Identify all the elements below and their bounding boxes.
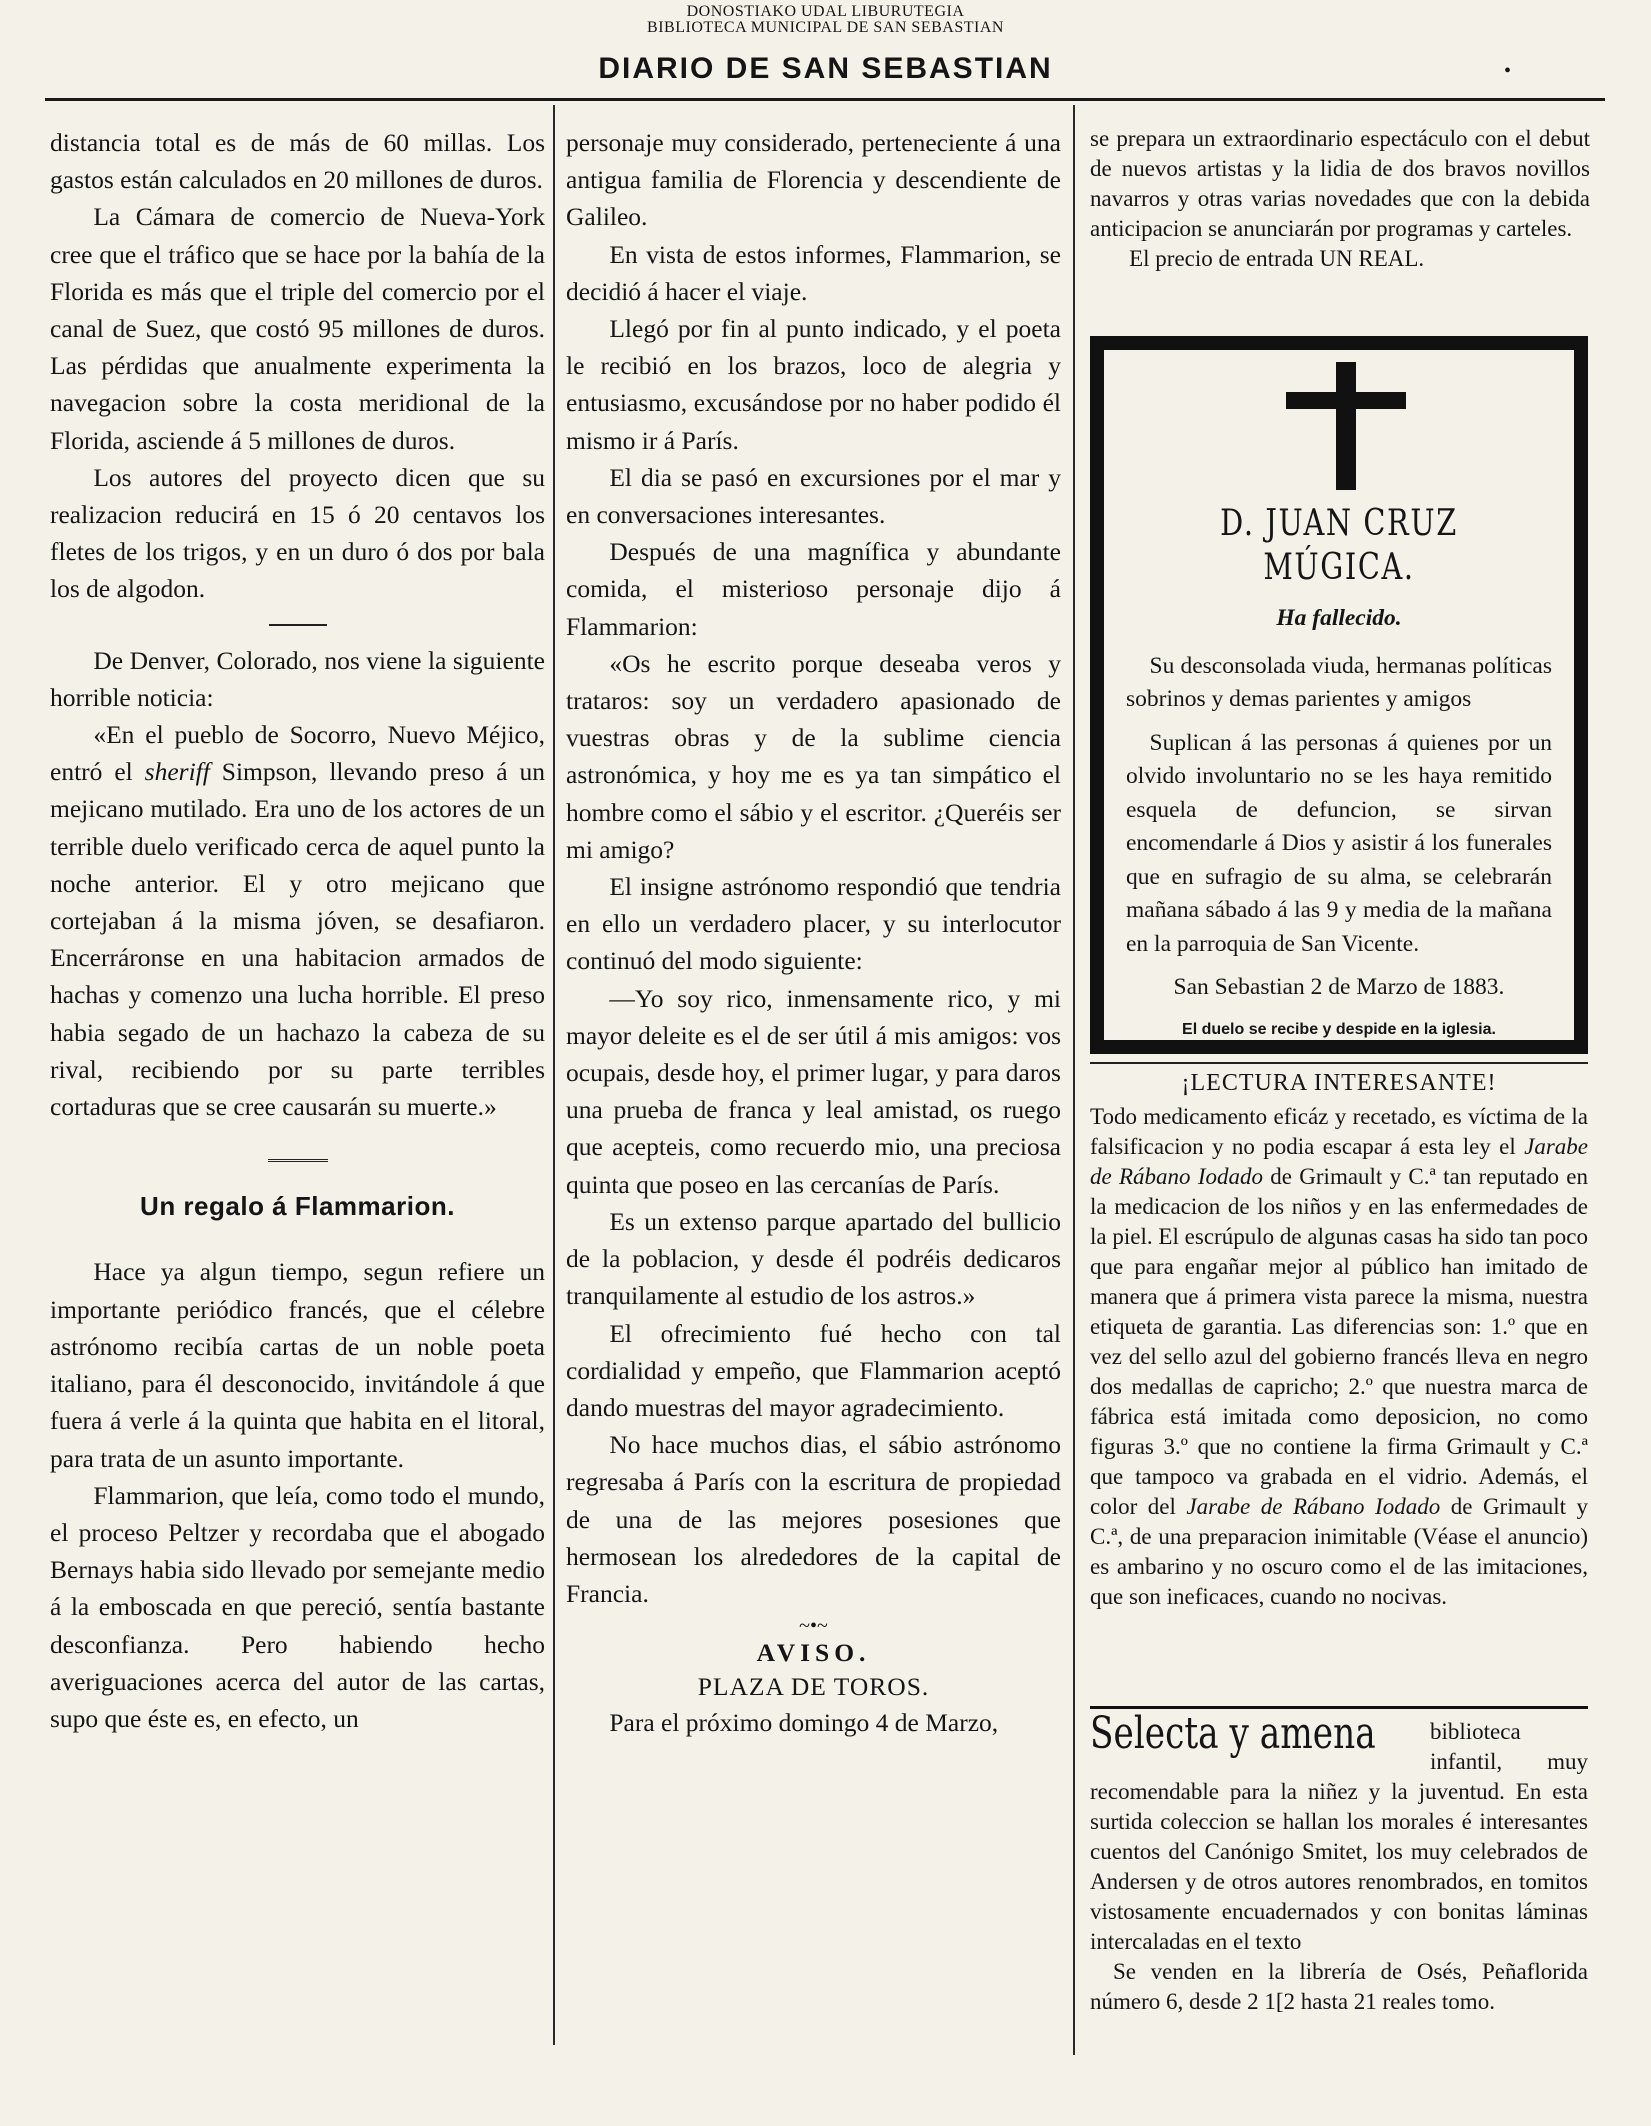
fallecido-label: Ha fallecido.	[1276, 605, 1402, 631]
paragraph: Los autores del proyecto dicen que su realizacion reducirá en 15 ó 20 centavos los fletes de los trigos, y en un duro ó dos por bala los de algodon.	[50, 462, 545, 604]
paragraph: El ofrecimiento fué hecho con tal cordialidad y empeño, que Flammarion aceptó dando muestras del mayor agradecimiento.	[566, 1318, 1061, 1422]
section-title: Un regalo á Flammarion.	[140, 1191, 455, 1222]
italic-word: sheriff	[144, 757, 210, 787]
notice-date: San Sebastian 2 de Marzo de 1883.	[1173, 974, 1505, 1000]
text-span: «En el pueblo de Socorro, Nuevo Méjico, entró el	[50, 720, 545, 787]
separator	[268, 1159, 328, 1164]
lectura-text	[1090, 1102, 1588, 1612]
paragraph: El insigne astrónomo respondió que tendria en ello un verdadero placer, y su interlocutor continuó del modo siguiente:	[566, 872, 1061, 976]
paragraph: personaje muy considerado, perteneciente á una antigua familia de Florencia y descendiente de Galileo.	[566, 128, 1061, 232]
cross-icon-bar	[1286, 392, 1406, 409]
paragraph: Flammarion, que leía, como todo el mundo, el proceso Peltzer y recordaba que el abogado Bernays habia sido llevado por semejante medio á la emboscada en que pereció, sentía bastante desconfianza. Pero habiendo hecho averiguaciones acerca del autor de las cartas, supo que éste es, en efecto, un	[50, 1480, 545, 1733]
death-notice	[1090, 336, 1588, 1054]
column-2	[566, 124, 1061, 1741]
aviso-title: AVISO.	[756, 1638, 871, 1668]
library-line-basque: DONOSTIAKO UDAL LIBURUTEGIA	[686, 3, 965, 20]
text-span: Todo medicamento eficáz y recetado, es víctima de la falsificacion y no podia escapar á esta ley el	[1090, 1104, 1588, 1159]
duelo-note: El duelo se recibe y despide en la iglesia.	[1182, 1020, 1496, 1038]
death-notice-body	[1126, 502, 1552, 1046]
selecta-ad	[1090, 1706, 1588, 2017]
paragraph: Su desconsolada viuda, hermanas políticas sobrinos y demas parientes y amigos	[1126, 652, 1552, 712]
column-3	[1090, 124, 1590, 274]
ornament-divider: ~•~	[799, 1615, 828, 1638]
paragraph: La Cámara de comercio de Nueva-York cree que el tráfico que se hace por la bahía de la Florida es más que el triple del comercio por el canal de Suez, que costó 95 millones de duros. Las pérdidas que anualmente experimenta la navegacion sobre la costa meridional de la Florida, asciende á 5 millones de duros.	[50, 202, 545, 455]
column-rule-2	[1073, 105, 1075, 2055]
deceased-name: D. JUAN CRUZ MÚGICA.	[1220, 503, 1458, 588]
text-span: Simpson, llevando preso á un mejicano mutilado. Era uno de los actores de un terrible duelo verificado cerca de aquel punto la noche anterior. El y otro mejicano que cortejaban á la misma jóven, se desafiaron. Encerráronse en una habitacion armados de hachas y comenzo una lucha horrible. El preso habia segado de un hachazo la cabeza de su rival, recibiendo por su parte terribles cortaduras que se cree causarán su muerte.»	[50, 757, 545, 1122]
paragraph: Es un extenso parque apartado del bullicio de la poblacion, y desde él podréis dedicaros tranquilamente al estudio de los astros.»	[566, 1206, 1061, 1311]
paragraph: Hace ya algun tiempo, segun refiere un importante periódico francés, que el célebre astrónomo recibía cartas de un noble poeta italiano, para él desconocido, invitándole á que fuera á verle á la quinta que habita en el litoral, para trata de un asunto importante.	[50, 1257, 545, 1473]
cross-icon	[1336, 362, 1356, 490]
paragraph: El precio de entrada UN REAL.	[1129, 246, 1425, 271]
paragraph: El dia se pasó en excursiones por el mar y en conversaciones interesantes.	[566, 462, 1061, 530]
selecta-title: Selecta y amena	[1090, 1708, 1376, 1759]
header-rule	[45, 98, 1605, 101]
library-stamp	[0, 4, 1651, 36]
margin-mark: •	[1504, 60, 1512, 82]
separator	[269, 624, 327, 626]
paragraph-news-socorro	[50, 716, 545, 1125]
paragraph: biblioteca infantil, muy recomendable para la niñez y la juventud. En esta surtida coleccion se hallan los morales é interesantes cuentos del Canónigo Smitet, los muy celebrados de Andersen y de otros autores renombrados, en tomitos vistosamente encuadernados y con bonitas láminas intercaladas en el texto	[1090, 1719, 1588, 1954]
italic-product: Jarabe de Rábano Iodado	[1090, 1134, 1588, 1189]
masthead: DIARIO DE SAN SEBASTIAN	[598, 52, 1053, 85]
paragraph: Llegó por fin al punto indicado, y el poeta le recibió en los brazos, loco de alegria y entusiasmo, excusándose por no haber podido él mismo ir á París.	[566, 314, 1061, 455]
paragraph: No hace muchos dias, el sábio astrónomo regresaba á París con la escritura de propiedad de una de las mejores posesiones que hermosean los alrededores de la capital de Francia.	[566, 1430, 1061, 1608]
column-1	[50, 124, 545, 1737]
text-span: de Grimault y C.ª tan reputado en la medicacion de los niños y en las enfermedades de la piel. El escrúpulo de algunas casas ha sido tan poco que para engañar mejor al público han imitado de manera que á primera vista parece la misma, nuestra etiqueta de garantia. Las diferencias son: 1.º que en vez del sello azul del gobierno francés lleva en negro dos medallas de capricho; 2.º que nuestra marca de fábrica está imitada como deposicion, no como figuras 3.º que no contiene la firma Grimault y C.ª que tampoco va grabada en el vidrio. Además, el color del	[1090, 1164, 1588, 1519]
paragraph: se prepara un extraordinario espectáculo con el debut de nuevos artistas y la lidia de dos bravos novillos navarros y otras varias novedades que con la debida anticipacion se anunciarán por programas y carteles.	[1090, 126, 1590, 241]
italic-product: Jarabe de Rábano Iodado	[1186, 1494, 1441, 1519]
paragraph: En vista de estos informes, Flammarion, se decidió á hacer el viaje.	[566, 239, 1061, 306]
paragraph: Para el próximo domingo 4 de Marzo,	[609, 1708, 999, 1738]
text-span: de Grimault y C.ª, de una preparacion inimitable (Véase el anuncio) es ambarino y no oscuro como el de las imitaciones, que son ineficaces, cuando no nocivas.	[1090, 1494, 1589, 1609]
library-line-spanish: BIBLIOTECA MUNICIPAL DE SAN SEBASTIAN	[647, 19, 1004, 36]
paragraph: distancia total es de más de 60 millas. Los gastos están calculados en 20 millones de duros.	[50, 128, 545, 195]
paragraph: Después de una magnífica y abundante comida, el misterioso personaje dijo á Flammarion:	[566, 537, 1061, 641]
lectura-title: ¡LECTURA INTERESANTE!	[1090, 1062, 1588, 1098]
paragraph: Se venden en la librería de Osés, Peñaflorida número 6, desde 2 1[2 hasta 21 reales tomo.	[1090, 1959, 1588, 2014]
paragraph: De Denver, Colorado, nos viene la siguiente horrible noticia:	[50, 645, 545, 712]
aviso-subtitle: PLAZA DE TOROS.	[697, 1672, 930, 1702]
paragraph: —Yo soy rico, inmensamente rico, y mi mayor deleite es el de ser útil á mis amigos: vos ocupais, desde hoy, el primer lugar, y para daros una prueba de franca y leal amistad, os ruego que acepteis, como recuerdo mio, una preciosa quinta que poseo en las cercanías de París.	[566, 983, 1061, 1199]
paragraph: Suplican á las personas á quienes por un olvido involuntario no se les haya remitido esquela de defuncion, se sirvan encomendarle á Dios y asistir á los funerales que en sufragio de su alma, se celebrarán mañana sábado á las 9 y media de la mañana en la parroquia de San Vicente.	[1126, 729, 1552, 957]
paragraph: «Os he escrito porque deseaba veros y trataros: soy un verdadero apasionado de vuestras obras y de la sublime ciencia astronómica, y hoy me es ya tan simpático el hombre como el sábio y el escritor. ¿Queréis ser mi amigo?	[566, 648, 1061, 864]
lectura-ad	[1090, 1062, 1588, 1612]
column-rule-1	[553, 105, 555, 2045]
